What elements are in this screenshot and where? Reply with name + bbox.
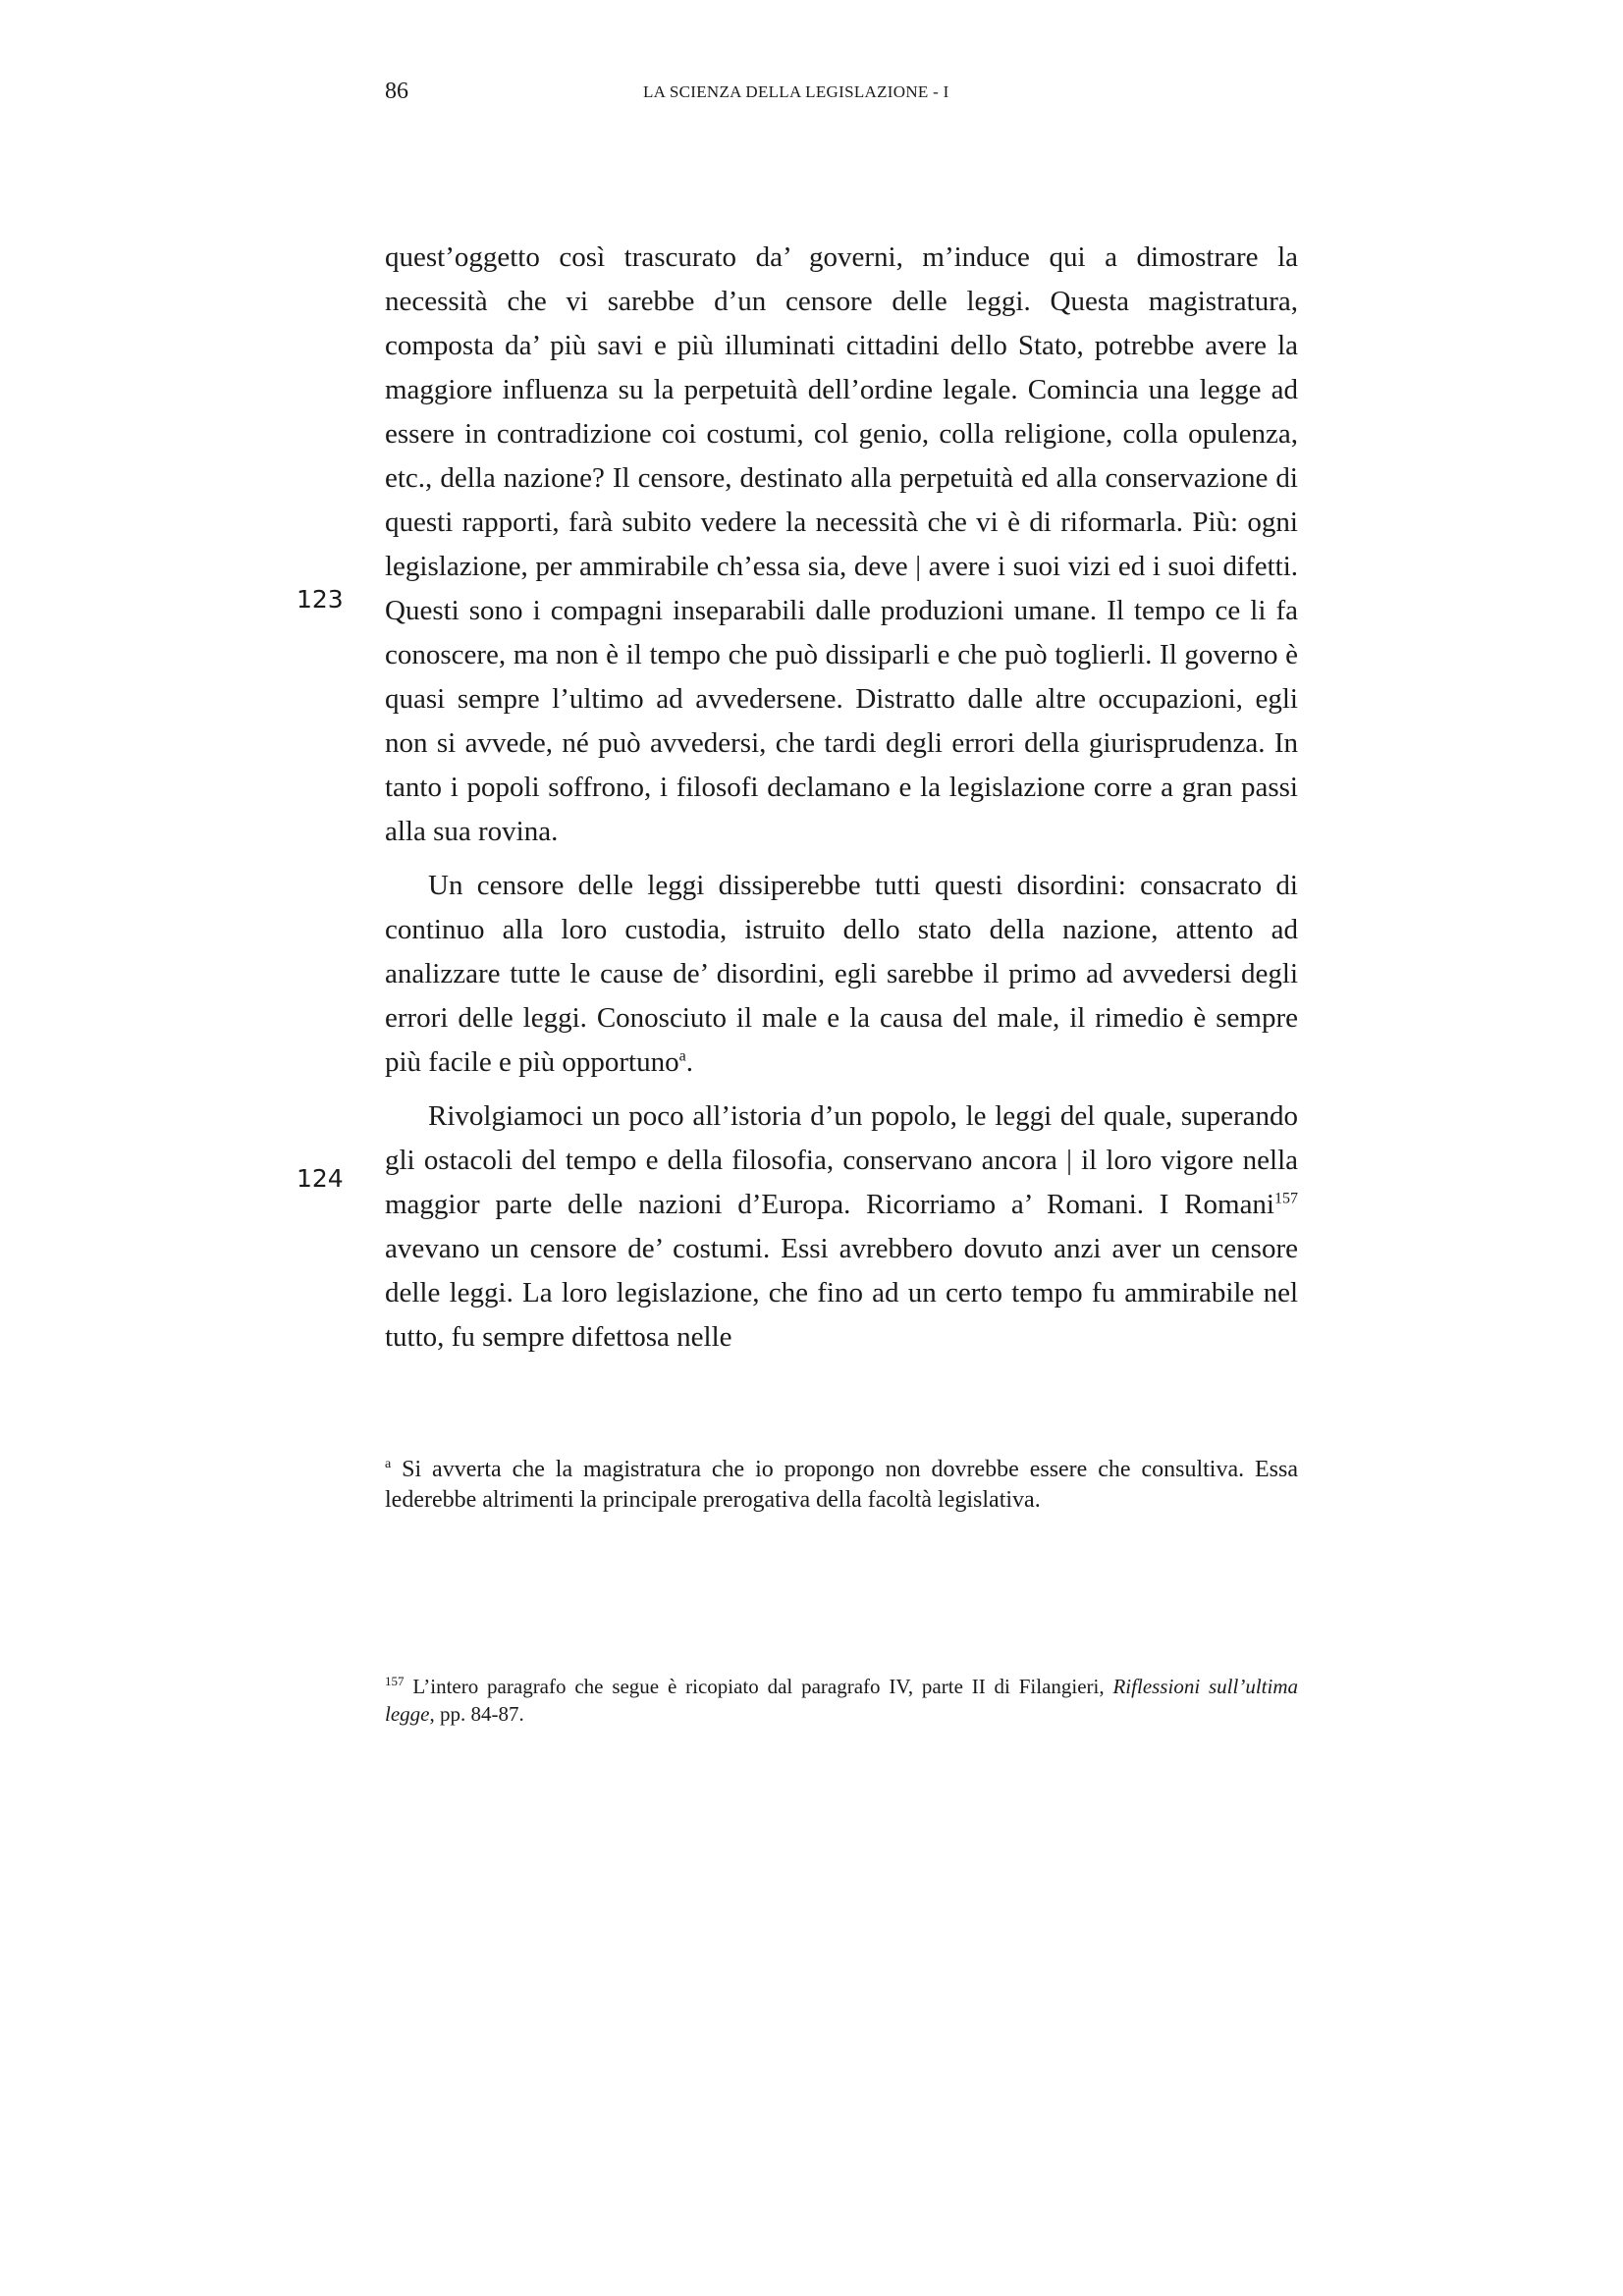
footnote-157-text: L’intero paragrafo che segue è ricopiato dal paragrafo IV, parte II di Filangieri, (404, 1675, 1113, 1698)
page-number: 86 (385, 79, 408, 104)
paragraph-3-part-b: superando gli ostacoli del tempo e della filosofia, conservano ancora | il loro vigore nella maggior parte delle nazioni d’Europa. Ricorriamo a’ Romani. I Romani (385, 1100, 1299, 1220)
paragraph-3-part-c: avevano un censore de’ costumi. Essi avrebbero dovuto anzi aver un censore delle leggi. La loro legislazione, che fino ad un certo tempo fu ammirabile nel tutto, fu sempre difettosa nelle (385, 1233, 1298, 1353)
running-title: LA SCIENZA DELLA LEGISLAZIONE - I (643, 82, 949, 101)
footnote-ref-a[interactable]: a (678, 1047, 686, 1065)
paragraph-2-end: . (685, 1046, 693, 1078)
paragraph-1-part-a: quest’oggetto così trascurato da’ governi, m’induce qui a dimostrare la necessità che vi sarebbe d’un censore delle leggi. Questa magistratura, composta da’ più savi e più illuminati cittadini dello Stato, potrebbe avere la maggiore influenza su la perpetuità dell’ordine legale. Comincia una legge ad essere in contradizione coi costumi, col genio, colla religione, colla opulenza, etc., della nazione? Il censore, destinato alla perpetuità ed alla conservazione di questi rapporti, farà subito vedere la necessità che vi è di riformarla. Più: ogni legislazione, per ammirabile (385, 241, 1298, 582)
margin-page-number-124: 124 (297, 1164, 344, 1193)
footnote-ref-157[interactable]: 157 (1274, 1190, 1298, 1207)
footnote-157 (385, 1673, 1298, 1728)
footnote-a-mark: a (385, 1457, 392, 1471)
paragraph-3 (385, 1095, 1298, 1360)
paragraph-3-part-a: Rivolgiamoci un poco all’istoria d’un popolo, le leggi del quale, (428, 1100, 1173, 1132)
footnote-157-title: Riflessioni sull’ultima legge (385, 1675, 1298, 1726)
author-footnotes (385, 1455, 1298, 1516)
editor-footnotes (385, 1673, 1298, 1728)
margin-page-number-123: 123 (297, 585, 344, 614)
footnote-a (385, 1455, 1298, 1516)
paragraph-1-part-b: ch’essa sia, deve | avere i suoi vizi ed i suoi difetti. Questi sono i compagni inseparabili dalle produzioni umane. Il tempo ce li fa conoscere, ma non è il tempo che può dissiparli e che può toglierli. Il governo è quasi sempre l’ultimo ad avvedersene. Distratto dalle altre occupazioni, egli non si avvede, né può avvedersi, che tardi degli errori della giurisprudenza. In tanto i popoli soffrono, i filosofi declamano e la legislazione corre a gran passi alla sua rovina. (385, 551, 1299, 847)
footnote-157-pages: , pp. 84-87. (429, 1702, 524, 1726)
paragraph-2-text: Un censore delle leggi dissiperebbe tutti questi disordini: consacrato di continuo alla loro custodia, istruito dello stato della nazione, attento ad analizzare tutte le cause de’ disordini, egli sarebbe il primo ad avvedersi degli errori delle leggi. Conosciuto il male e la causa del male, il rimedio è sempre più facile e più opportuno (385, 870, 1298, 1078)
footnote-157-number: 157 (385, 1674, 405, 1688)
paragraph-1 (385, 236, 1298, 854)
running-head (385, 79, 1298, 114)
footnote-a-text: Si avverta che la magistratura che io propongo non dovrebbe essere che consultiva. Essa lederebbe altrimenti la principale prerogativa della facoltà legislativa. (385, 1457, 1298, 1513)
paragraph-2 (385, 864, 1298, 1085)
main-text (385, 236, 1298, 1360)
